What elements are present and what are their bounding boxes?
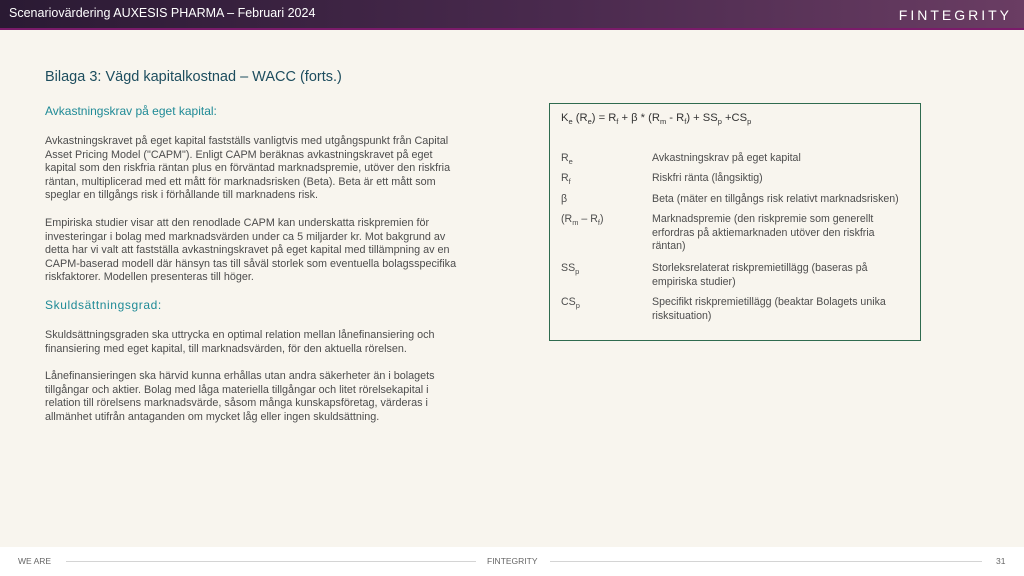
capm-formula: $K_e$ $(R_e) = R_f + \beta * (R_m - R_f) + SS_p +CS_p$	[561, 112, 752, 127]
document-title: Scenariovärdering AUXESIS PHARMA – Februari 2024	[9, 6, 316, 20]
footer	[0, 547, 1024, 576]
left-column	[45, 104, 465, 425]
equity-paragraph-1: Avkastningskravet på eget kapital fastställs vanligtvis med utgångspunkt från Capital Asset Pricing Model ("CAPM"). Enligt CAPM beräknas avkastningskravet på eget kapital som den riskfria räntan plus en förväntad marknadspremie, utöver den riskfria räntan, multiplicerad med ett mått för marknadsrisken (Beta). Beta är ett mått som speglar en tillgångs risk i förhållande till marknadens risk.	[45, 135, 451, 202]
definition-symbol: β	[561, 193, 568, 205]
page-number: 31	[996, 556, 1006, 566]
debt-paragraph-2: Lånefinansieringen ska härvid kunna erhållas utan andra säkerheter än i bolagets tillgångar och aktier. Bolag med låga materiella tillgångar och litet rörelsekapital i relation till rörelsens marknadsvärde, såsom många kunskapsföretag, värderas i allmänhet utifrån antaganden om mycket låg eller ingen skuldsättning.	[45, 370, 435, 423]
definition-symbol: $(R_m - R_f)$	[561, 213, 604, 228]
footer-tagline: WE ARE	[18, 556, 52, 566]
equity-paragraph-2: Empiriska studier visar att den renodlade CAPM kan underskatta riskpremien för investeringar i bolag med marknadsvärden under ca 5 miljarder kr. Mot bakgrund av detta har vi valt att fastställa avkastningskravet på eget kapital med tillämpning av en CAPM-baserad modell där hänsyn tas till såväl storlek som eventuella bolagsspecifika riskfaktorer. Modellen presenteras till höger.	[45, 216, 457, 284]
footer-brand: FINTEGRITY	[487, 556, 538, 566]
capm-formula-box	[549, 103, 921, 341]
definition-symbol: $CS_p$	[561, 296, 580, 311]
definition-text: Riskfri ränta (långsiktig)	[652, 172, 763, 184]
definition-text: Avkastningskrav på eget kapital	[652, 152, 801, 164]
footer-divider-left	[66, 561, 476, 562]
definition-symbol: $R_e$	[561, 152, 573, 167]
debt-paragraph-1: Skuldsättningsgraden ska uttrycka en optimal relation mellan lånefinansiering och finansiering med eget kapital, till marknadsvärden, för den aktuella rörelsen.	[45, 328, 435, 355]
equity-section-title: Avkastningskrav på eget kapital:	[45, 104, 217, 118]
definition-symbol: $R_f$	[561, 172, 571, 187]
definition-symbol: $SS_p$	[561, 262, 580, 277]
definition-text: Storleksrelaterat riskpremietillägg (baseras på empiriska studier)	[652, 262, 868, 288]
definition-text: Specifikt riskpremietillägg (beaktar Bolagets unika risksituation)	[652, 296, 886, 322]
footer-divider-right	[550, 561, 982, 562]
header-bar	[0, 0, 1024, 30]
definition-text: Marknadspremie (den riskpremie som generellt erfordras på aktiemarknaden utöver den riskfria räntan)	[652, 213, 875, 253]
fintegrity-logo: FINTEGRITY	[898, 7, 1012, 23]
definition-text: Beta (mäter en tillgångs risk relativt marknadsrisken)	[652, 193, 899, 205]
debt-section-title: Skuldsättningsgrad:	[45, 297, 162, 312]
page-title: Bilaga 3: Vägd kapitalkostnad – WACC (forts.)	[45, 69, 342, 85]
